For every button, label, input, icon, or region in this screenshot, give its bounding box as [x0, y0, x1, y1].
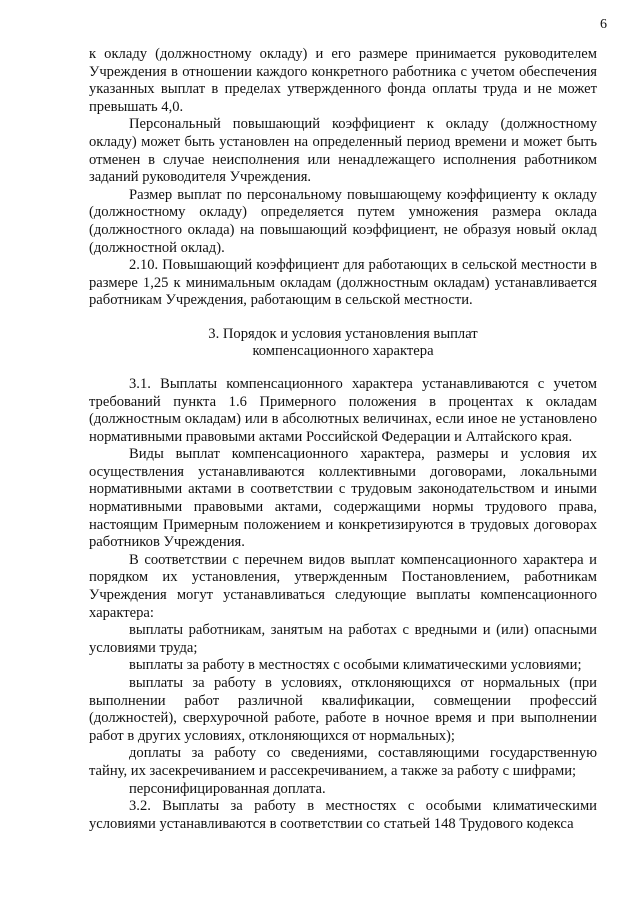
paragraph-payment-list-intro: В соответствии с перечнем видов выплат компенсационного характера и порядком их установления, утвержденным Постановлением, работникам Учреждения могут устанавливаться следующие выплаты компенсационного характера: — [89, 551, 597, 621]
document-body — [89, 46, 597, 833]
paragraph-2-10: 2.10. Повышающий коэффициент для работающих в сельской местности в размере 1,25 к минимальным окладам (должностным окладам) устанавливается работникам Учреждения, работающим в сельской местности. — [89, 257, 597, 309]
list-item-abnormal-conditions: выплаты за работу в условиях, отклоняющихся от нормальных (при выполнении работ различной квалификации, совмещении профессий (должностей), сверхурочной работе, работе в ночное время и при выполнении работ в других условиях, отклоняющихся от нормальных); — [89, 675, 597, 744]
paragraph-continuation: к окладу (должностному окладу) и его размере принимается руководителем Учреждения в отношении каждого конкретного работника с учетом обеспечения указанных выплат в пределах утвержденного фонда оплаты труда и не может превышать 4,0. — [89, 46, 597, 115]
list-item-climatic-conditions: выплаты за работу в местностях с особыми климатическими условиями; — [129, 657, 582, 674]
paragraph-payment-types: Виды выплат компенсационного характера, размеры и условия их осуществления устанавливаются коллективными договорами, локальными нормативными актами в соответствии с трудовым законодательством и иными нормативными правовыми актами, содержащими нормы трудового права, настоящим Примерным положением и конкретизируются в трудовых договорах работников Учреждения. — [89, 446, 597, 551]
list-item-personal-allowance: персонифицированная доплата. — [129, 780, 326, 797]
paragraph-personal-coefficient: Персональный повышающий коэффициент к окладу (должностному окладу) может быть установлен на определенный период времени и может быть отменен в случае неисполнения или ненадлежащего исполнения работником заданий руководителя Учреждения. — [89, 116, 597, 186]
paragraph-3-2: 3.2. Выплаты за работу в местностях с особыми климатическими условиями устанавливаются в соответствии со статьей 148 Трудового кодекса — [89, 798, 597, 832]
page-number: 6 — [600, 17, 607, 32]
paragraph-3-1: 3.1. Выплаты компенсационного характера устанавливаются с учетом требований пункта 1.6 Примерного положения в процентах к окладам (должностным окладам) или в абсолютных величинах, если иное не установлено нормативными правовыми актами Российской Федерации и Алтайского края. — [89, 375, 597, 445]
section-3-heading-line2: компенсационного характера — [252, 342, 434, 359]
list-item-harmful-conditions: выплаты работникам, занятым на работах с вредными и (или) опасными условиями труда; — [89, 622, 597, 656]
section-3-heading-line1: 3. Порядок и условия установления выплат — [208, 325, 478, 342]
section-3-heading — [89, 326, 597, 360]
list-item-state-secret: доплаты за работу со сведениями, составляющими государственную тайну, их засекречиванием и рассекречиванием, а также за работу с шифрами; — [89, 745, 597, 779]
paragraph-coefficient-size: Размер выплат по персональному повышающему коэффициенту к окладу (должностному окладу) определяется путем умножения размера оклада (должностного оклада) на повышающий коэффициент, не образуя новый оклад (должностной оклад). — [89, 186, 597, 256]
